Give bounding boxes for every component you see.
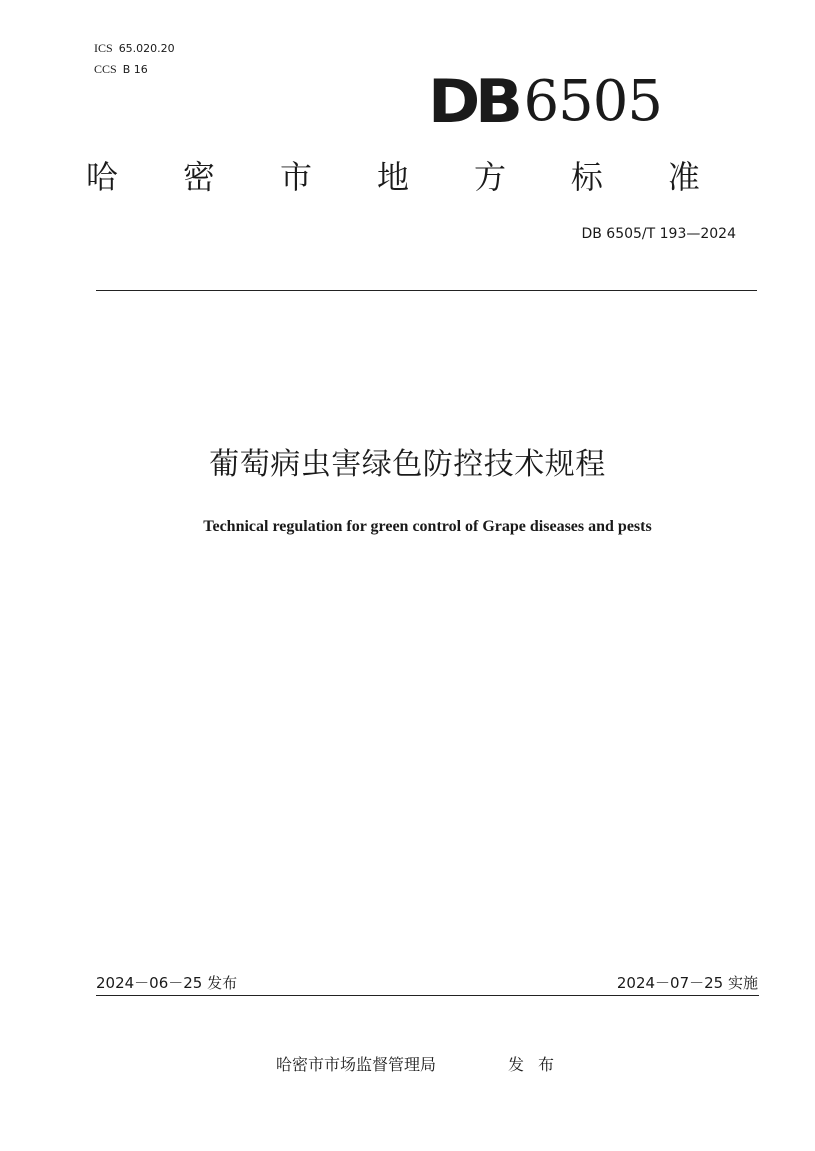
publisher-name: 哈密市市场监督管理局: [276, 1055, 437, 1074]
top-divider: [96, 290, 757, 291]
issue-date: 2024－06－25 发布: [96, 974, 238, 992]
standard-level-char: 准: [667, 158, 700, 196]
ccs-code: B 16: [122, 63, 148, 76]
ics-classification: [94, 41, 175, 56]
logo-mark: DB: [428, 67, 518, 137]
standard-code: DB 6505/T 193—2024: [581, 226, 736, 242]
document-title-english: Technical regulation for green control of Grape diseases and pests: [203, 518, 652, 535]
implementation-date: 2024－07－25 实施: [616, 974, 758, 992]
standard-level-char: 标: [570, 158, 603, 196]
standard-level-char: 密: [182, 158, 215, 196]
ccs-label: CCS: [94, 62, 117, 76]
standard-level-char: 哈: [86, 158, 119, 196]
standard-level-char: 地: [376, 158, 409, 196]
bottom-divider: [96, 995, 759, 996]
db-standard-logo: [428, 67, 663, 137]
ics-code: 65.020.20: [118, 42, 175, 55]
ics-label: ICS: [94, 41, 113, 55]
logo-number: 6505: [523, 69, 663, 134]
ccs-classification: [94, 62, 148, 77]
standard-level-char: 市: [279, 158, 312, 196]
document-title-chinese: 葡萄病虫害绿色防控技术规程: [209, 447, 606, 482]
standard-level-heading: [86, 157, 700, 197]
publish-action: 发布: [508, 1055, 569, 1074]
standard-level-char: 方: [473, 158, 506, 196]
